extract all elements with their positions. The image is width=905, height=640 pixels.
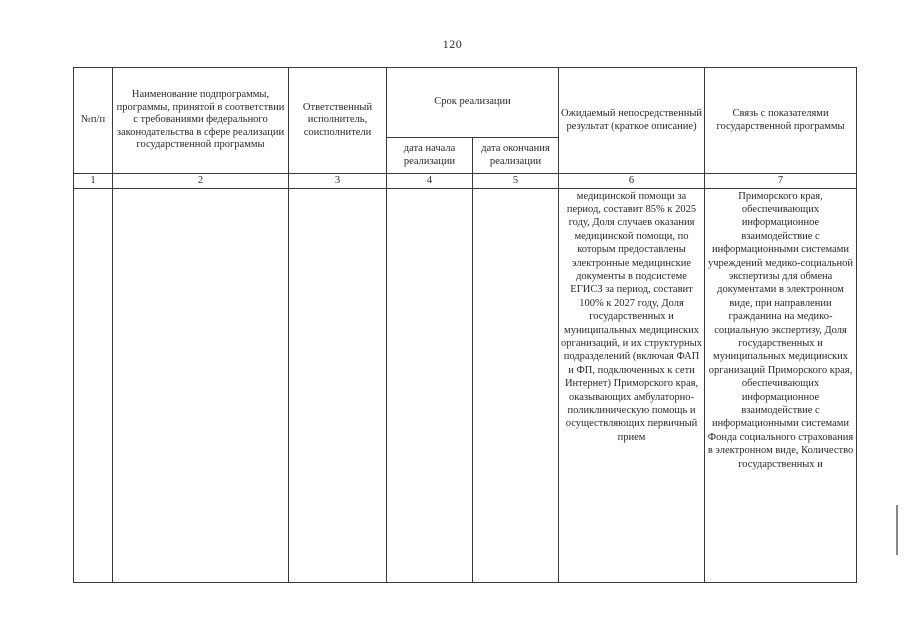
column-number: 1 bbox=[74, 174, 113, 189]
indicators-link-text: Приморского края, обеспечивающих информационное взаимодействие с информационными системами учреждений медико-социальной экспертизы для обмена документами в электронном виде, при направлении гражданина на медико-социальную экспертизу, Доля государственных и муниципальных медицинских организаций Приморского края, обеспечивающих информационное взаимодействие с информационными системами Фонда социального страхования в электронном виде, Количество государственных и bbox=[707, 190, 854, 470]
cell-indicators-link bbox=[705, 189, 857, 583]
scan-edge-mark bbox=[896, 505, 898, 555]
column-number: 4 bbox=[387, 174, 473, 189]
column-number: 6 bbox=[559, 174, 705, 189]
header-col-period: Срок реализации bbox=[387, 68, 559, 138]
cell-expected-result bbox=[559, 189, 705, 583]
column-number: 3 bbox=[289, 174, 387, 189]
column-number: 5 bbox=[473, 174, 559, 189]
header-col-number: №п/п bbox=[74, 68, 113, 174]
page-number: 120 bbox=[442, 37, 463, 51]
expected-result-text: медицинской помощи за период, составит 85% к 2025 году, Доля случаев оказания медицинской помощи, по которым предоставлены электронные медицинские документы в подсистеме ЕГИСЗ за период, составит 100% к 2027 году, Доля государственных и муниципальных медицинских организаций, и их структурных подразделений (включая ФАП и ФП, подключенных к сети Интернет) Приморского края, оказывающих амбулаторно-поликлиническую помощь и осуществляющих первичный прием bbox=[561, 190, 702, 443]
cell-start-date bbox=[387, 189, 473, 583]
program-table bbox=[73, 67, 857, 583]
header-col-start-date: дата начала реализации bbox=[387, 138, 473, 174]
column-number: 7 bbox=[705, 174, 857, 189]
header-col-expected-result: Ожидаемый непосредственный результат (краткое описание) bbox=[559, 68, 705, 174]
header-col-program-name: Наименование подпрограммы, программы, принятой в соответствии с требованиями федерального законодательства в сфере реализации государственной программы bbox=[113, 68, 289, 174]
cell-program-name bbox=[113, 189, 289, 583]
cell-responsible bbox=[289, 189, 387, 583]
header-col-responsible: Ответственный исполнитель, соисполнители bbox=[289, 68, 387, 174]
column-number-row bbox=[74, 174, 857, 189]
column-number: 2 bbox=[113, 174, 289, 189]
header-col-end-date: дата окончания реализации bbox=[473, 138, 559, 174]
header-row-1 bbox=[74, 68, 857, 138]
cell-number bbox=[74, 189, 113, 583]
cell-end-date bbox=[473, 189, 559, 583]
table-row bbox=[74, 189, 857, 583]
header-col-indicators-link: Связь с показателями государственной программы bbox=[705, 68, 857, 174]
